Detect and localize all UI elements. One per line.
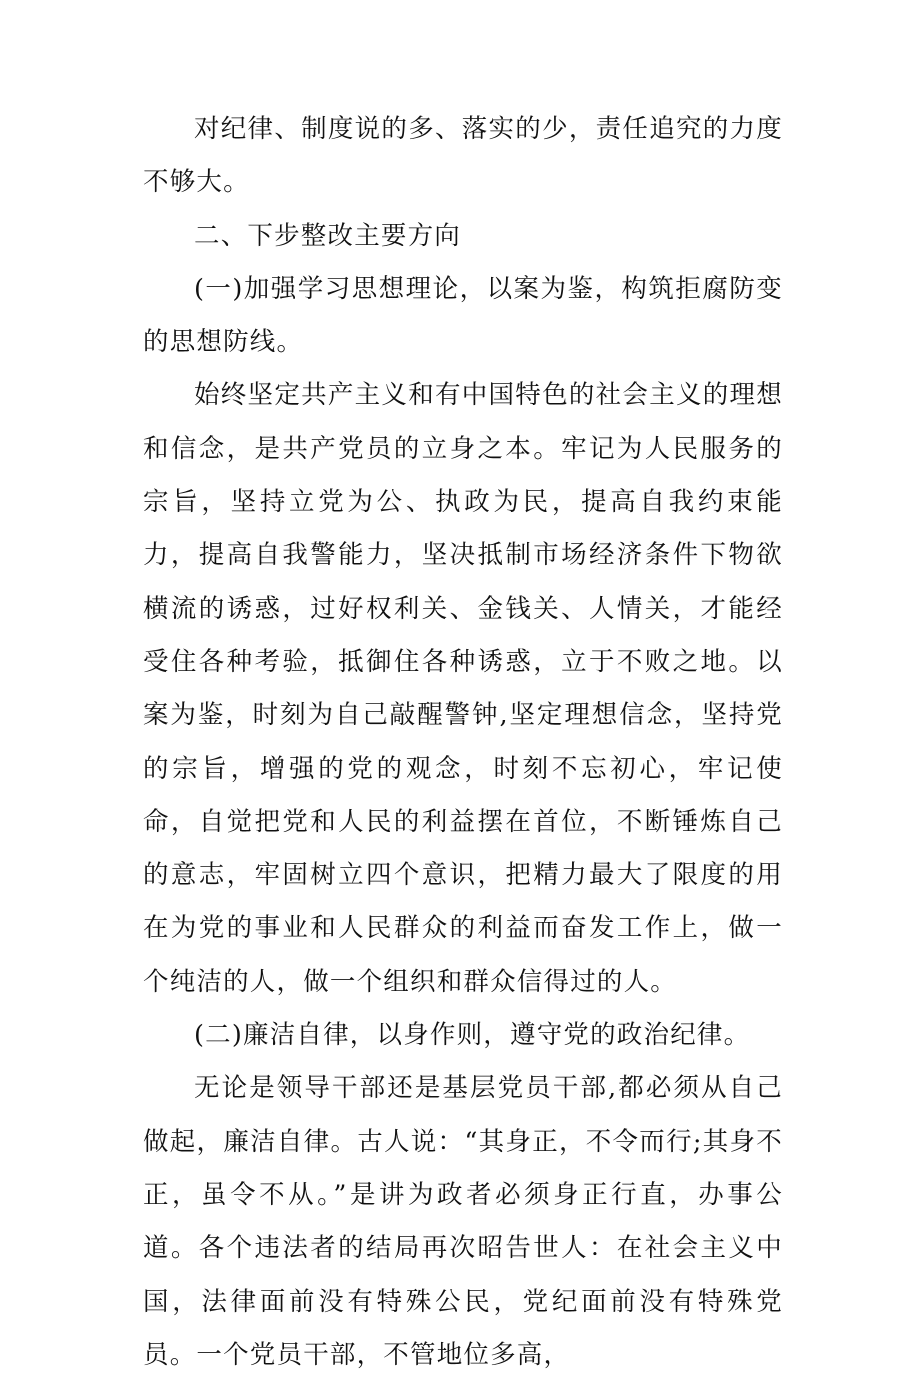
paragraph-party-members-self-discipline: 无论是领导干部还是基层党员干部,都必须从自己做起，廉洁自律。古人说：“其身正，不令而行;其身不正，虽令不从。”是讲为政者必须身正行直，办事公道。各个违法者的结局再次昭告世人：在社会主义中国，法律面前没有特殊公民，党纪面前没有特殊党员。一个党员干部，不管地位多高， — [143, 1073, 783, 1370]
paragraph-discipline-implementation: 对纪律、制度说的多、落实的少，责任追究的力度不够大。 — [143, 114, 783, 198]
subheading-strengthen-study: (一)加强学习思想理论，以案为鉴，构筑拒腐防变的思想防线。 — [143, 273, 783, 358]
subheading-integrity-self-discipline: (二)廉洁自律，以身作则，遵守党的政治纪律。 — [194, 1020, 751, 1051]
paragraph-ideals-and-beliefs: 始终坚定共产主义和有中国特色的社会主义的理想和信念，是共产党员的立身之本。牢记为人民服务的宗旨，坚持立党为公、执政为民，提高自我约束能力，提高自我警能力，坚决抵制市场经济条件下物欲横流的诱惑，过好权利关、金钱关、人情关，才能经受住各种考验，抵御住各种诱惑，立于不败之地。以案为鉴，时刻为自己敲醒警钟,坚定理想信念，坚持党的宗旨，增强的党的观念，时刻不忘初心，牢记使命，自觉把党和人民的利益摆在首位，不断锤炼自己的意志，牢固树立四个意识，把精力最大了限度的用在为党的事业和人民群众的利益而奋发工作上，做一个纯洁的人，做一个组织和群众信得过的人。 — [143, 380, 783, 997]
document-body — [143, 103, 783, 1382]
section-heading-rectification-direction: 二、下步整改主要方向 — [194, 220, 462, 251]
